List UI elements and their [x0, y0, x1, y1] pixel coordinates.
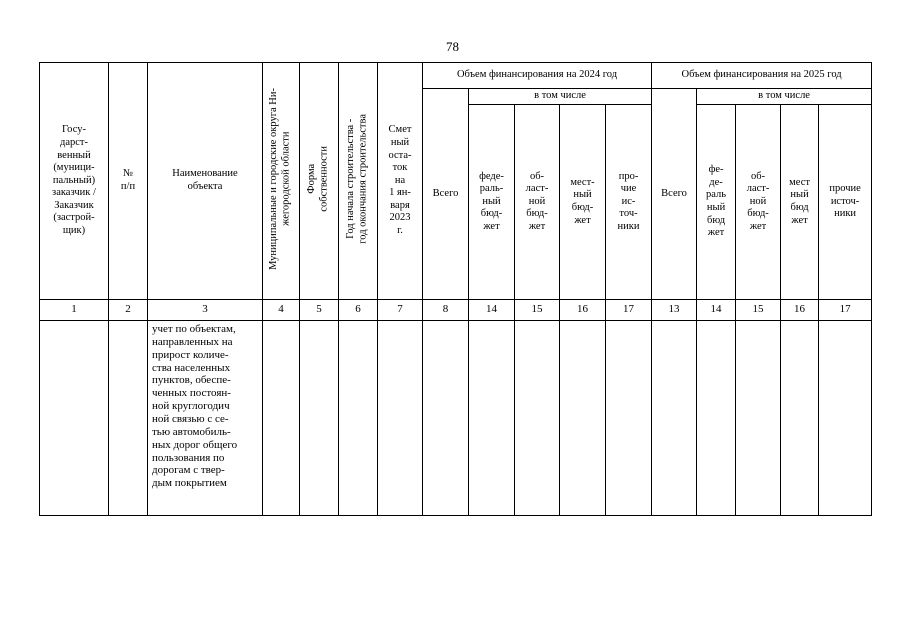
column-number: 1: [40, 300, 109, 321]
header-local-2025: мест ный бюд жет: [781, 105, 819, 300]
cell-ownership: [300, 321, 339, 516]
column-number: 16: [781, 300, 819, 321]
header-ownership-text: Форма собственности: [306, 145, 330, 212]
cell-total-2024: [423, 321, 469, 516]
header-years-text: Год начала строительства - год окончания строительства: [345, 113, 369, 244]
table-row: [40, 321, 872, 516]
header-incl-2025: в том числе: [697, 89, 872, 105]
header-total-2024: Всего: [423, 89, 469, 300]
column-number: 17: [819, 300, 872, 321]
cell-local-2025: [781, 321, 819, 516]
cell-estimate: [378, 321, 423, 516]
header-other-2024: про- чие ис- точ- ники: [606, 105, 652, 300]
header-other-2025: прочие источ- ники: [819, 105, 872, 300]
column-number-row: [40, 300, 872, 321]
header-municipality-text: Муниципальные и городские округа Ни- жегородской области: [268, 87, 292, 270]
header-fin-2025: Объем финансирования на 2025 год: [652, 63, 872, 89]
header-years: [339, 63, 378, 300]
header-federal-2025: фе- де- раль ный бюд жет: [697, 105, 736, 300]
header-ownership: [300, 63, 339, 300]
column-number: 2: [109, 300, 148, 321]
cell-customer: [40, 321, 109, 516]
column-number: 5: [300, 300, 339, 321]
header-total-2025: Всего: [652, 89, 697, 300]
column-number: 4: [263, 300, 300, 321]
page-number: 78: [446, 39, 459, 54]
column-number: 15: [515, 300, 560, 321]
header-regional-2025: об- ласт- ной бюд- жет: [736, 105, 781, 300]
header-regional-2024: об- ласт- ной бюд- жет: [515, 105, 560, 300]
column-number: 8: [423, 300, 469, 321]
cell-total-2025: [652, 321, 697, 516]
cell-regional-2025: [736, 321, 781, 516]
column-number: 17: [606, 300, 652, 321]
column-number: 14: [697, 300, 736, 321]
header-federal-2024: феде- раль- ный бюд- жет: [469, 105, 515, 300]
cell-other-2024: [606, 321, 652, 516]
cell-local-2024: [560, 321, 606, 516]
header-customer: Госу- дарст- венный (муници- пальный) заказчик / Заказчик (застрой- щик): [40, 63, 109, 300]
cell-other-2025: [819, 321, 872, 516]
header-fin-2024: Объем финансирования на 2024 год: [423, 63, 652, 89]
header-local-2024: мест- ный бюд- жет: [560, 105, 606, 300]
header-object-name: Наименование объекта: [148, 63, 263, 300]
cell-federal-2025: [697, 321, 736, 516]
header-incl-2024: в том числе: [469, 89, 652, 105]
cell-municipality: [263, 321, 300, 516]
column-number: 3: [148, 300, 263, 321]
header-number: № п/п: [109, 63, 148, 300]
cell-number: [109, 321, 148, 516]
financing-table: [39, 62, 872, 516]
column-number: 7: [378, 300, 423, 321]
column-number: 16: [560, 300, 606, 321]
header-estimate: Смет ный оста- ток на 1 ян- варя 2023 г.: [378, 63, 423, 300]
header-municipality: [263, 63, 300, 300]
column-number: 6: [339, 300, 378, 321]
cell-regional-2024: [515, 321, 560, 516]
column-number: 15: [736, 300, 781, 321]
cell-years: [339, 321, 378, 516]
cell-federal-2024: [469, 321, 515, 516]
column-number: 13: [652, 300, 697, 321]
cell-object-name: учет по объектам, направленных на прирост количе- ства населенных пунктов, обеспе- ченных постоян- ной круглогодич ной связью с се- тью автомобиль- ных дорог общего пользования по дорогам с твер- дым покрытием: [148, 321, 263, 516]
column-number: 14: [469, 300, 515, 321]
